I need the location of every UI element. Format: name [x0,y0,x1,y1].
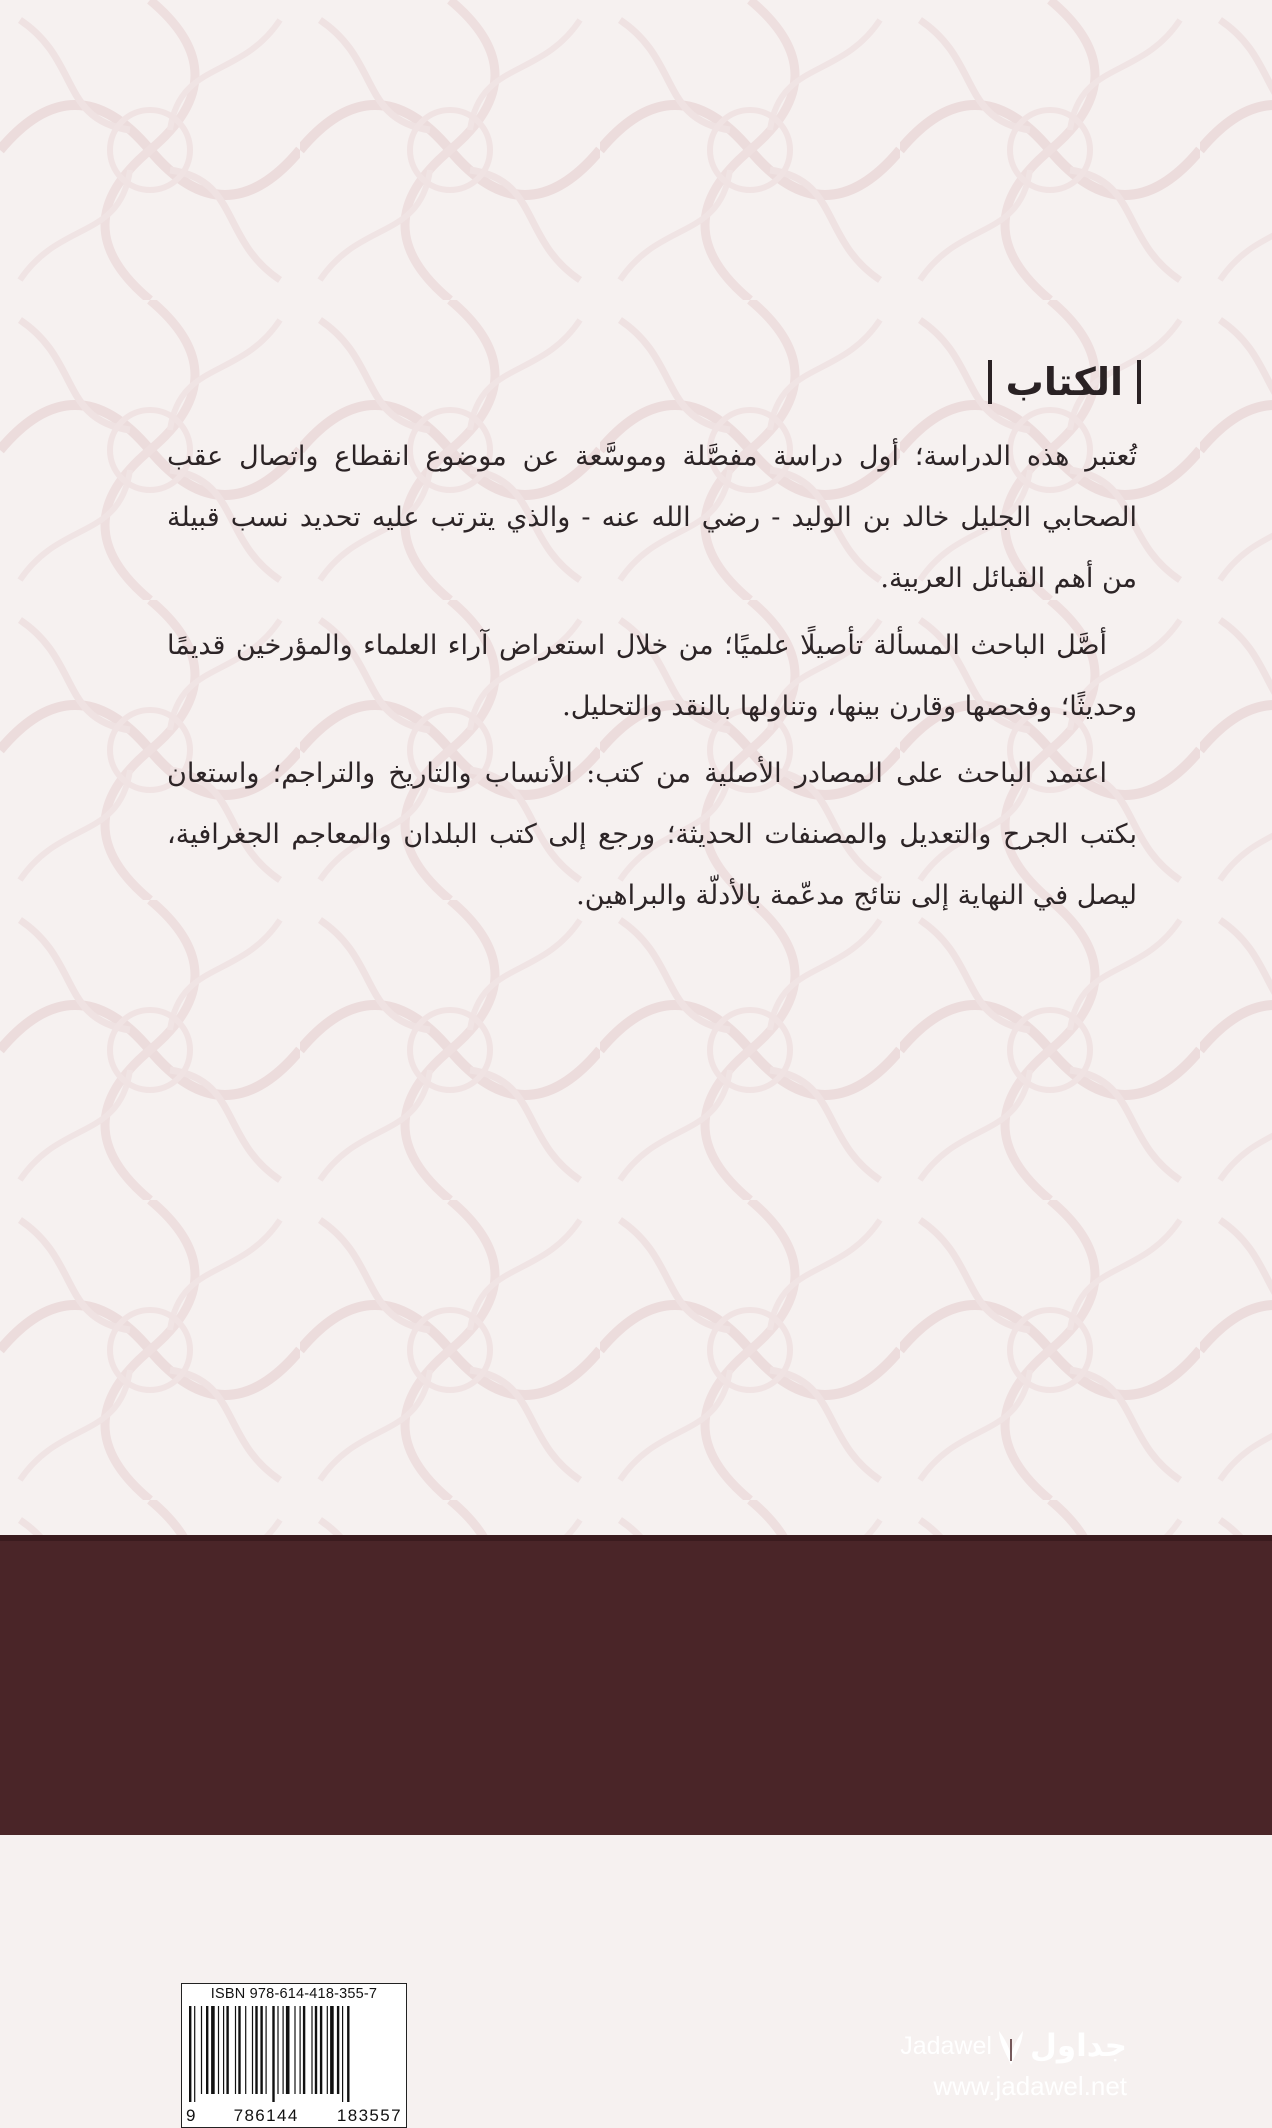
section-title: الكتاب [1005,360,1123,404]
heading-bar-right [1137,360,1141,404]
barcode-bar [277,2006,278,2094]
barcode-bar [283,2006,284,2094]
isbn-label: ISBN 978-614-418-355-7 [210,1986,378,2002]
barcode-digit-group-2: 183557 [336,2106,402,2125]
paragraph-1: تُعتبر هذه الدراسة؛ أول دراسة مفصَّلة وموسَّعة عن موضوع انقطاع واتصال عقب الصحابي الجليل خالد بن الوليد - رضي الله عنه - والذي يترتب عليه تحديد نسب قبيلة من أهم القبائل العربية. [167,441,1137,594]
barcode-bar [218,2006,219,2094]
barcode-bar [294,2006,295,2094]
barcode-bar [330,2006,334,2094]
barcode-bars [187,2006,401,2102]
section-heading [167,360,1141,404]
barcode-bar [252,2006,253,2094]
barcode-bar [226,2006,228,2094]
publisher-url: www.jadawel.net [933,2071,1127,2101]
barcode-digit-group-1: 786144 [233,2106,299,2125]
barcode-bar [223,2006,224,2094]
barcode-bar [238,2006,240,2094]
publisher-name-arabic: جداول [1029,2028,1127,2064]
barcode-bar [255,2006,257,2094]
barcode-bar [303,2006,305,2094]
barcode-bar [189,2006,191,2102]
heading-bar-left [988,360,992,404]
paragraph-3: اعتمد الباحث على المصادر الأصلية من كتب: الأنساب والتاريخ والتراجم؛ واستعان بكتب الجرح والتعديل والمصنفات الحديثة؛ ورجع إلى كتب البلدان والمعاجم الجغرافية، ليصل في النهاية إلى نتائج مدعّمة بالأدلّة والبراهين. [167,758,1137,911]
barcode-digits [182,2106,406,2126]
barcode-bar [337,2006,339,2094]
barcode-bar [347,2006,349,2102]
footer-band [0,1535,1272,2125]
barcode-bar [300,2006,301,2094]
barcode-bar [266,2006,267,2094]
barcode-bar [260,2006,262,2094]
footer-top-line [0,1535,1272,1541]
barcode-bar [320,2006,322,2094]
barcode-bar [315,2006,317,2094]
barcode-bar [211,2006,215,2094]
publisher-brand [857,2025,1127,2115]
barcode-bar [235,2006,236,2094]
barcode-bar [206,2006,208,2094]
barcode-digit-first: 9 [186,2106,196,2125]
barcode-bar [327,2006,328,2094]
barcode-bar [201,2006,202,2094]
isbn-barcode [181,1983,407,2128]
barcode-bar [272,2006,274,2102]
barcode-bar [311,2006,312,2094]
publisher-name-latin: Jadawel [900,2031,992,2060]
quill-leaf-icon [996,2025,1026,2067]
barcode-bar [245,2006,246,2094]
barcode-bar [342,2006,343,2102]
paragraph-2: أصَّل الباحث المسألة تأصيلًا علميًا؛ من خلال استعراض آراء العلماء والمؤرخين قديمًا وحديثًا؛ وفحصها وقارن بينها، وتناولها بالنقد والتحليل. [167,630,1137,722]
book-description [167,360,1137,932]
barcode-bar [194,2006,195,2102]
barcode-bar [286,2006,290,2094]
